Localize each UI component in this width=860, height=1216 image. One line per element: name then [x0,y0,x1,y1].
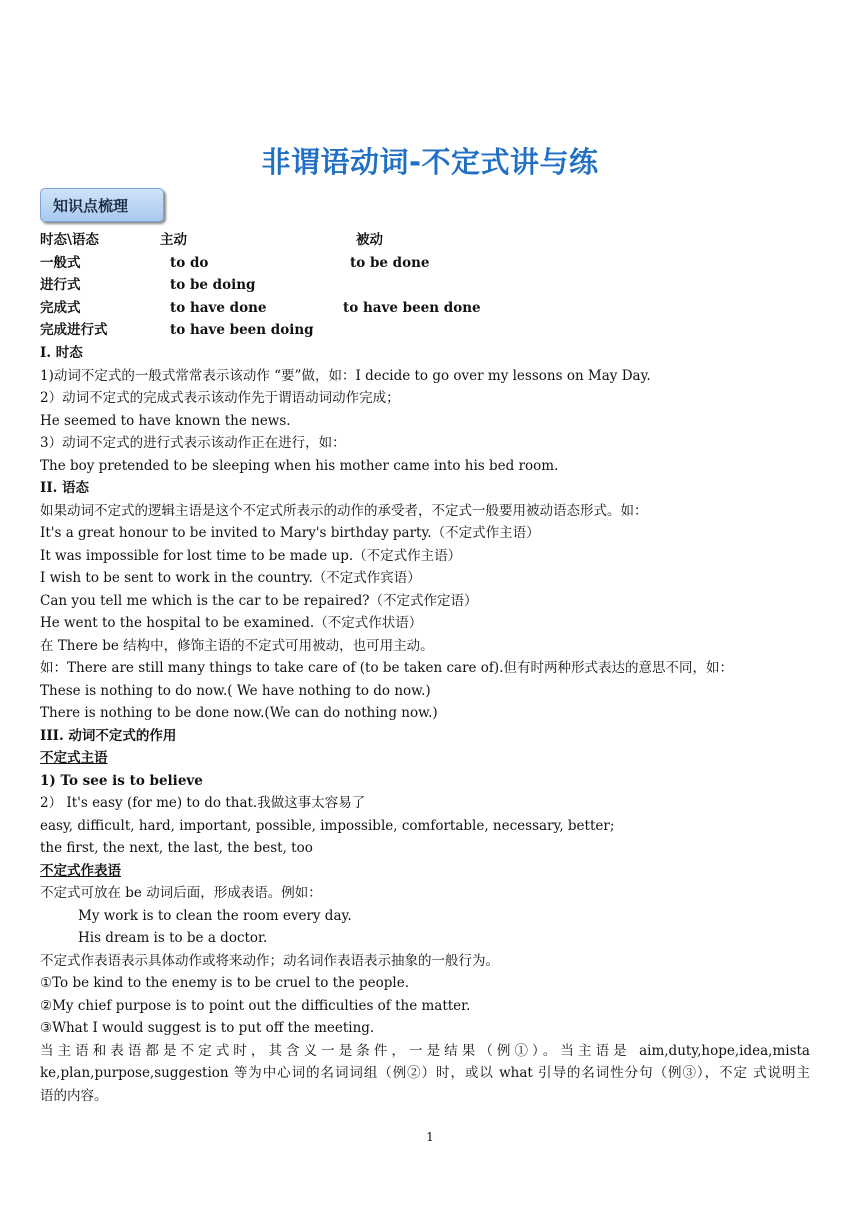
page-title: 非谓语动词-不定式讲与练 [261,145,599,179]
text-line: ③What I would suggest is to put off the meeting. [40,1020,375,1036]
text-line: The boy pretended to be sleeping when his mother came into his bed room. [40,458,559,474]
text-line: It was impossible for lost time to be made up.（不定式作主语） [40,548,462,564]
section-heading: I. 时态 [40,345,83,361]
text-line: ke,plan,purpose,suggestion 等为中心词的名词词组（例②）时，或以 what 引导的名词性分句（例③），不定 式说明主 [40,1065,810,1081]
text-line: 语的内容。 [40,1088,108,1104]
text-line: 如果动词不定式的逻辑主语是这个不定式所表示的动作的承受者，不定式一般要用被动语态形式。如： [40,503,648,519]
text-line: the first, the next, the last, the best, too [40,840,313,856]
text-line: There is nothing to be done now.(We can do nothing now.) [40,705,438,721]
table-row-active: to be doing [170,277,256,293]
table-row-label: 一般式 [40,255,81,271]
table-row-label: 进行式 [40,277,81,293]
table-header-col1: 时态\语态 [40,232,99,248]
table-header-col3: 被动 [356,232,383,248]
text-line: He went to the hospital to be examined.（不定式作状语） [40,615,423,631]
table-row-passive: to have been done [343,300,481,316]
subsection-heading: 不定式主语 [40,750,108,766]
text-line: 当主语和表语都是不定式时，其含义一是条件，一是结果（例①）。当主语是 aim,duty,hope,idea,mista [40,1043,810,1059]
text-line: 在 There be 结构中，修饰主语的不定式可用被动，也可用主动。 [40,638,434,654]
text-line: I wish to be sent to work in the country.（不定式作宾语） [40,570,421,586]
text-line: 2） It's easy (for me) to do that.我做这事太容易了 [40,795,366,811]
table-row-passive: to be done [350,255,430,271]
text-line: ②My chief purpose is to point out the difficulties of the matter. [40,998,471,1014]
text-line: easy, difficult, hard, important, possible, impossible, comfortable, necessary, better; [40,818,615,834]
table-row-active: to have been doing [170,322,314,338]
section-heading: II. 语态 [40,480,90,496]
table-row-label: 完成式 [40,300,81,316]
text-line: 2）动词不定式的完成式表示该动作先于谓语动词动作完成； [40,390,400,406]
section-heading: III. 动词不定式的作用 [40,728,177,744]
text-line: His dream is to be a doctor. [78,930,268,946]
table-row-label: 完成进行式 [40,322,108,338]
section-badge: 知识点梳理 [40,188,164,222]
text-line: 如：There are still many things to take care of (to be taken care of).但有时两种形式表达的意思不同，如： [40,660,733,676]
text-line: It's a great honour to be invited to Mary's birthday party.（不定式作主语） [40,525,540,541]
table-header-col2: 主动 [160,232,187,248]
text-line: 1)动词不定式的一般式常常表示该动作 “要”做，如：I decide to go over my lessons on May Day. [40,368,651,384]
page-number: 1 [426,1130,434,1144]
text-line: My work is to clean the room every day. [78,908,352,924]
text-line: 1) To see is to believe [40,773,203,789]
text-line: 不定式作表语表示具体动作或将来动作；动名词作表语表示抽象的一般行为。 [40,953,499,969]
subsection-heading: 不定式作表语 [40,863,121,879]
text-line: ①To be kind to the enemy is to be cruel to the people. [40,975,410,991]
text-line: 不定式可放在 be 动词后面，形成表语。例如： [40,885,322,901]
text-line: 3）动词不定式的进行式表示该动作正在进行，如： [40,435,346,451]
table-row-active: to have done [170,300,267,316]
text-line: He seemed to have known the news. [40,413,291,429]
text-line: Can you tell me which is the car to be repaired?（不定式作定语） [40,593,478,609]
table-row-active: to do [170,255,209,271]
text-line: These is nothing to do now.( We have nothing to do now.) [40,683,431,699]
